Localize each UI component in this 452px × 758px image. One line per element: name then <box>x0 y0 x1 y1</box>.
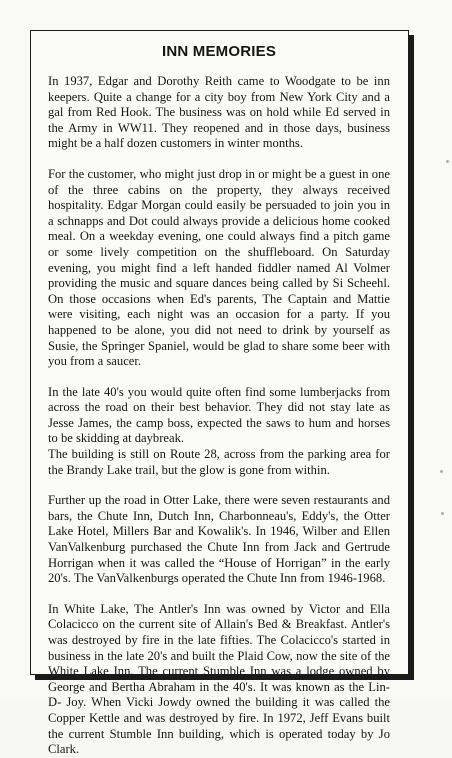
article-content <box>48 43 390 758</box>
paragraph-white-lake: In White Lake, The Antler's Inn was owned by Victor and Ella Colacicco on the current site of Allain's Bed & Breakfast. Antler's was destroyed by fire in the late fifties. The Colacicco's started in business in the late 20's and built the Plaid Cow, now the site of the White Lake Inn. The current Stumble Inn was a lodge owned by George and Bertha Abraham in the 40's. It was known as the Lin-D- Joy. When Vicki Jowdy owned the building it was called the Copper Kettle and was destroyed by fire. In 1972, Jeff Evans built the current Stumble Inn building, which is operated today by Jo Clark. <box>48 601 390 757</box>
scan-speck <box>441 512 444 515</box>
scan-speck <box>440 470 443 473</box>
article-title: INN MEMORIES <box>161 43 277 60</box>
scan-speck <box>446 160 449 163</box>
paragraph-hospitality: For the customer, who might just drop in or might be a guest in one of the three cabins on the property, they always received hospitality. Edgar Morgan could easily be persuaded to join you in a schnapps and Dot could always provide a delicious home cooked meal. On a weekday evening, one could always find a pitch game or some lively competition on the shuffleboard. On Saturday evening, you might find a left handed fiddler named Al Volmer providing the music and square dances being called by Si Scheehl. On those occasions when Ed's parents, The Captain and Mattie were visiting, each night was an occasion for a party. If you happened to be alone, you did not need to drink by yourself as Susie, the Springer Spaniel, would be glad to share some beer with you from a saucer. <box>48 166 390 369</box>
paragraph-lumberjacks: In the late 40's you would quite often find some lumberjacks from across the road on their best behavior. They did not stay late as Jesse James, the camp boss, expected the saws to hum and horses to be skidding at daybreak. <box>48 384 390 446</box>
paragraph-building-today: The building is still on Route 28, across from the parking area for the Brandy Lake trail, but the glow is gone from within. <box>48 447 390 477</box>
article-box <box>30 30 409 757</box>
paragraph-reith-arrival: In 1937, Edgar and Dorothy Reith came to Woodgate to be inn keepers. Quite a change for a city boy from New York City and a gal from Red Hook. The business was on hold while Ed served in the Army in WW11. They reopened and in those days, business might be a half dozen customers in winter months. <box>48 74 390 151</box>
paragraph-otter-lake: Further up the road in Otter Lake, there were seven restaurants and bars, the Chute Inn, Dutch Inn, Charbonneau's, Eddy's, the Otter Lake Hotel, Millers Bar and Kowalik's. In 1946, Wilber and Ellen VanValkenburg purchased the Chute Inn from Jack and Gertrude Horrigan when it was called the “House of Horrigan” in the early 20's. The VanValkenburgs operated the Chute Inn from 1946-1968. <box>48 493 390 586</box>
